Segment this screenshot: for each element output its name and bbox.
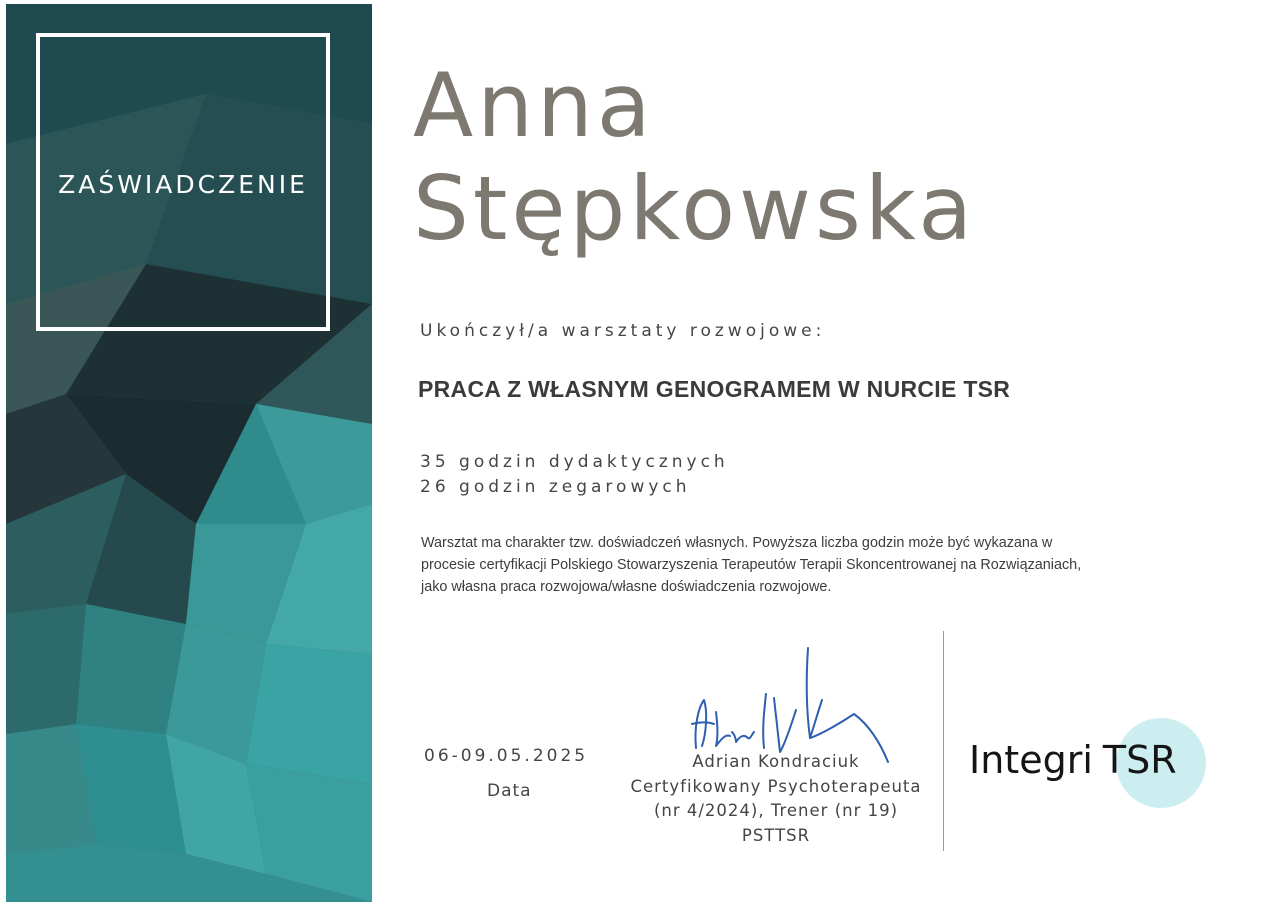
note-line: jako własna praca rozwojowa/własne doświadczenia rozwojowe. <box>421 579 832 595</box>
signature-scribble-icon <box>682 638 902 768</box>
logo-part-2: TSR <box>1102 738 1177 782</box>
completed-label: Ukończył/a warsztaty rozwojowe: <box>420 321 826 341</box>
signer-name: Adrian Kondraciuk <box>692 752 860 771</box>
signer-block <box>606 750 946 848</box>
date-value: 06-09.05.2025 <box>424 746 589 766</box>
signer-numbers: (nr 4/2024), Trener (nr 19) <box>653 801 899 820</box>
logo-wordmark <box>969 738 1177 782</box>
vertical-divider <box>943 631 944 851</box>
integri-tsr-logo <box>968 716 1218 812</box>
date-label: Data <box>487 781 532 801</box>
clock-hours: 26 godzin zegarowych <box>420 477 691 497</box>
certificate-heading: ZAŚWIADCZENIE <box>58 169 308 199</box>
certification-note <box>421 532 1141 598</box>
decorative-panel <box>6 4 372 902</box>
signer-title: Certyfikowany Psychoterapeuta <box>630 776 922 796</box>
note-line: Warsztat ma charakter tzw. doświadczeń własnych. Powyższa liczba godzin może być wykazana w <box>421 535 1053 551</box>
recipient-last-name: Stępkowska <box>413 157 977 260</box>
workshop-title: PRACA Z WŁASNYM GENOGRAMEM W NURCIE TSR <box>418 376 1011 402</box>
recipient-first-name: Anna <box>413 54 655 157</box>
didactic-hours: 35 godzin dydaktycznych <box>420 452 729 472</box>
note-line: procesie certyfikacji Polskiego Stowarzyszenia Terapeutów Terapii Skoncentrowanej na Rozwiązaniach, <box>421 557 1082 573</box>
signer-organization: PSTTSR <box>741 825 811 845</box>
heading-frame <box>36 33 330 331</box>
logo-part-1: Integri <box>969 738 1093 782</box>
